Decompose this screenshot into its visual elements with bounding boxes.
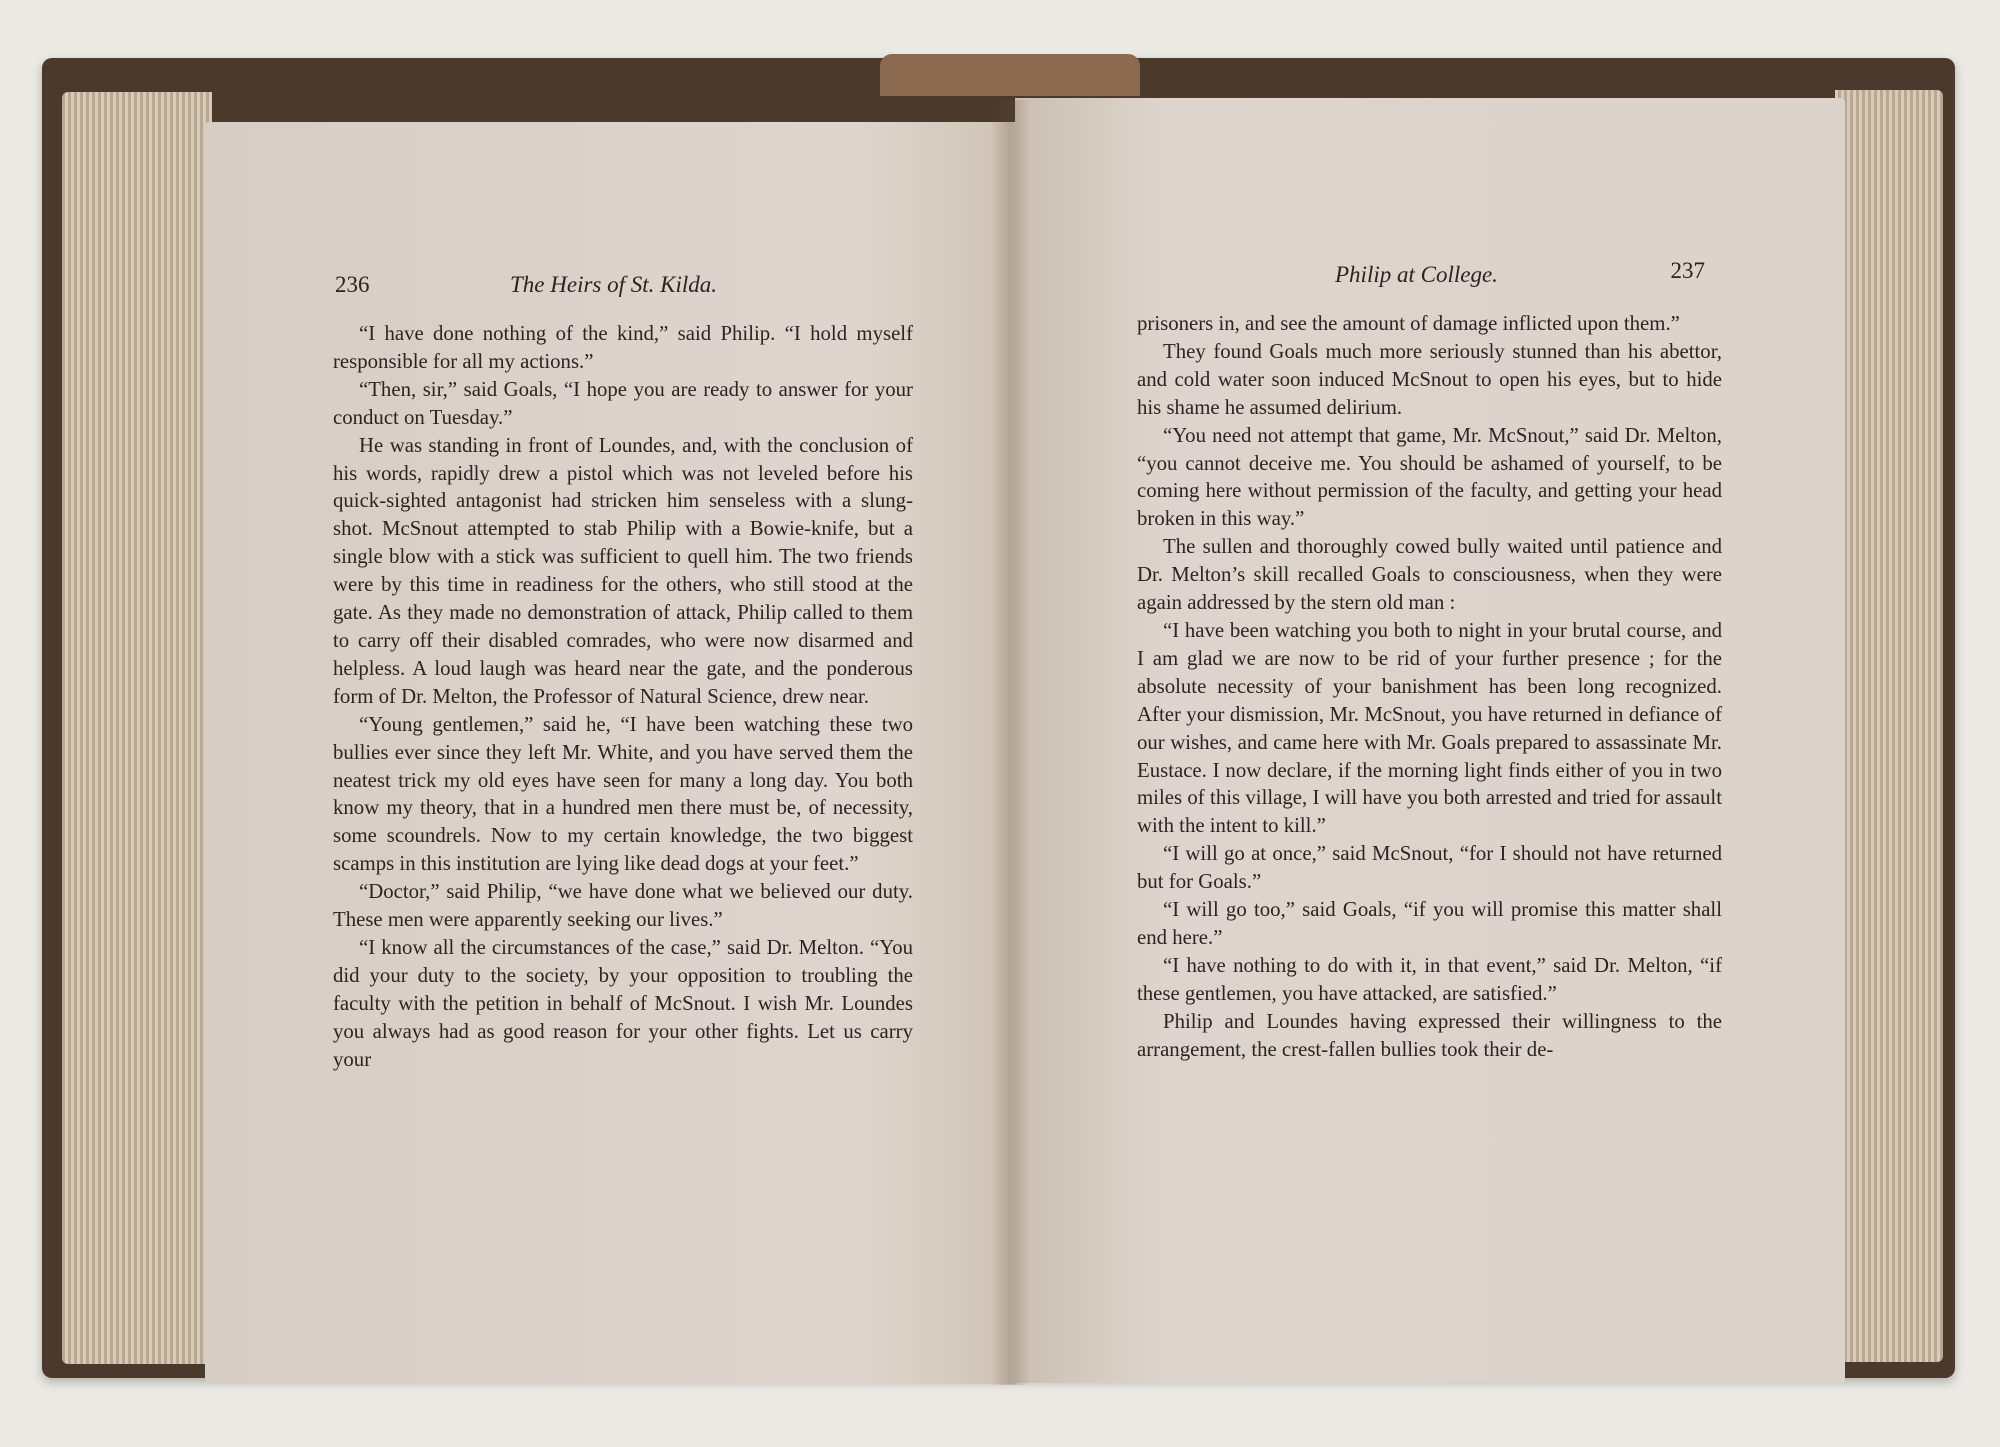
right-running-title: Philip at College. (1335, 262, 1498, 287)
left-page-edges (62, 92, 212, 1364)
paragraph: “I will go too,” said Goals, “if you will promise this matter shall end here.” (1137, 898, 1722, 949)
right-page-number: 237 (1670, 258, 1705, 283)
paragraph: They found Goals much more seriously stunned than his abettor, and cold water soon induced McSnout to open his eyes, but to hide his shame he assumed delirium. (1137, 339, 1722, 419)
right-page-text (1137, 310, 1722, 1063)
paragraph: The sullen and thoroughly cowed bully waited until patience and Dr. Melton’s skill recalled Goals to consciousness, when they were again addressed by the stern old man : (1137, 535, 1722, 615)
paragraph: “Then, sir,” said Goals, “I hope you are ready to answer for your conduct on Tuesday.” (333, 377, 913, 429)
paragraph: “Doctor,” said Philip, “we have done what we believed our duty. These men were apparently seeking our lives.” (333, 880, 913, 932)
paragraph: “Young gentlemen,” said he, “I have been watching these two bullies ever since they left Mr. White, and you have served them the neatest trick my old eyes have seen for many a long day. You both know my theory, that in a hundred men there must be, of necessity, some scoundrels. Now to my certain knowledge, the two biggest scamps in this institution are lying like dead dogs at your feet.” (333, 712, 913, 876)
paragraph: Philip and Loundes having expressed their willingness to the arrangement, the crest-fallen bullies took their de- (1137, 1009, 1722, 1061)
paragraph: “You need not attempt that game, Mr. McSnout,” said Dr. Melton, “you cannot deceive me. You should be ashamed of yourself, to be coming here without permission of the faculty, and getting your head broken in this way.” (1137, 423, 1722, 531)
right-page-edges (1835, 90, 1943, 1362)
left-page-text (333, 320, 913, 1073)
book-gutter (990, 100, 1030, 1385)
paragraph: “I will go at once,” said McSnout, “for I should not have returned but for Goals.” (1137, 842, 1722, 894)
continued-paragraph: prisoners in, and see the amount of damage inflicted upon them.” (1137, 312, 1680, 335)
paragraph: “I know all the circumstances of the case,” said Dr. Melton. “You did your duty to the society, by your opposition to troubling the faculty with the petition in behalf of McSnout. I wish Mr. Loundes you always had as good reason for your other fights. Let us carry your (333, 935, 913, 1071)
left-page-number: 236 (335, 272, 370, 297)
paragraph: “I have been watching you both to night in your brutal course, and I am glad we are now to be rid of your further presence ; for the absolute necessity of your banishment has been long recognized. After your dismission, Mr. McSnout, you have returned in defiance of our wishes, and came here with Mr. Goals prepared to assassinate Mr. Eustace. I now declare, if the morning light finds either of you in two miles of this village, I will have you both arrested and tried for assault with the intent to kill.” (1137, 618, 1722, 838)
left-running-title: The Heirs of St. Kilda. (510, 272, 718, 297)
paragraph: He was standing in front of Loundes, and, with the conclusion of his words, rapidly drew a pistol which was not leveled before his quick-sighted antagonist had stricken him senseless with a slung-shot. McSnout attempted to stab Philip with a Bowie-knife, but a single blow with a stick was sufficient to quell him. The two friends were by this time in readiness for the others, who still stood at the gate. As they made no demonstration of attack, Philip called to them to carry off their disabled comrades, who were now disarmed and helpless. A loud laugh was heard near the gate, and the ponderous form of Dr. Melton, the Professor of Natural Science, drew near. (333, 433, 913, 708)
book-spine (880, 54, 1140, 96)
paragraph: “I have nothing to do with it, in that event,” said Dr. Melton, “if these gentlemen, you have attacked, are satisfied.” (1137, 953, 1722, 1005)
paragraph: “I have done nothing of the kind,” said Philip. “I hold myself responsible for all my actions.” (333, 322, 913, 373)
